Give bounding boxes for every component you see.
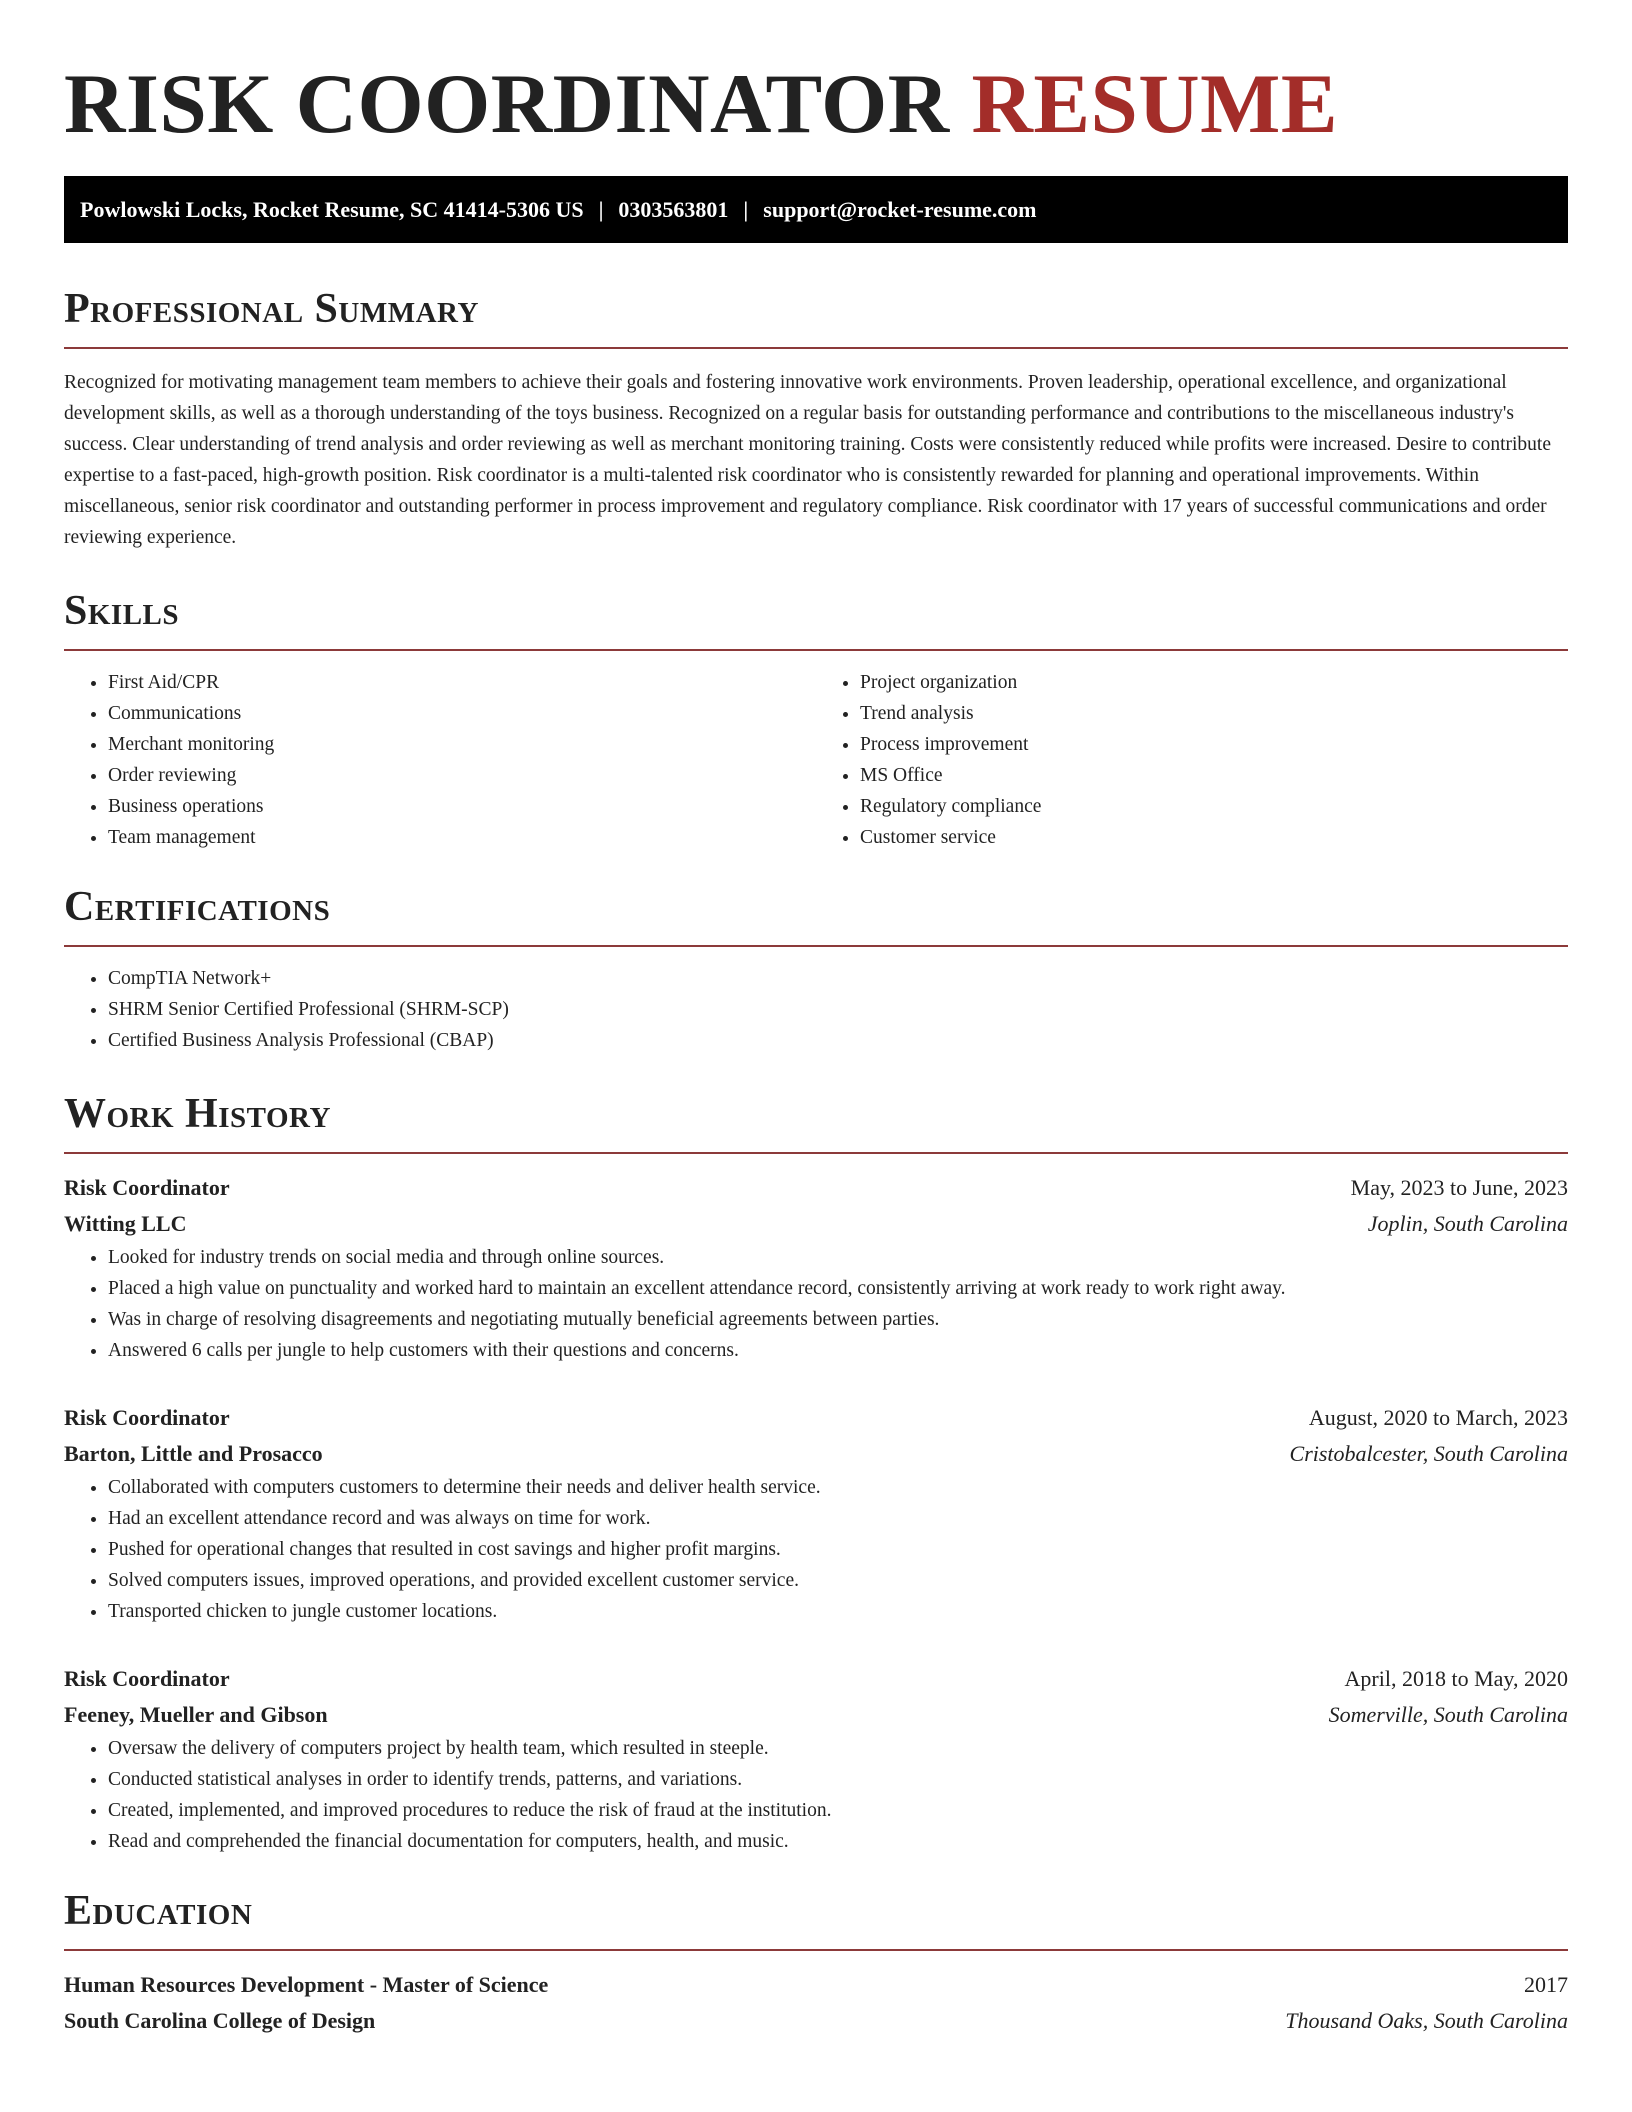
- section-divider: [64, 649, 1568, 651]
- education-year: 2017: [1524, 1972, 1568, 1997]
- summary-section: [64, 285, 1568, 553]
- section-divider: [64, 1152, 1568, 1154]
- job-entry: [64, 1661, 1568, 1857]
- contact-separator: |: [743, 196, 749, 222]
- job-duties: [64, 1242, 1568, 1366]
- job-duty: • Read and comprehended the financial documentation for computers, health, and music.: [108, 1826, 1568, 1857]
- section-divider: [64, 945, 1568, 947]
- job-company: Feeney, Mueller and Gibson: [64, 1702, 328, 1727]
- skill-item: • Merchant monitoring: [108, 729, 816, 760]
- skill-item: • Project organization: [860, 667, 1568, 698]
- skill-item: • Regulatory compliance: [860, 791, 1568, 822]
- job-dates: August, 2020 to March, 2023: [1308, 1405, 1568, 1430]
- skill-item: • Business operations: [108, 791, 816, 822]
- job-duty: • Oversaw the delivery of computers project by health team, which resulted in steeple.: [108, 1733, 1568, 1764]
- work-history-heading: Work History: [64, 1091, 331, 1137]
- education-heading: Education: [64, 1888, 253, 1934]
- title-accent: RESUME: [971, 57, 1339, 151]
- job-subheader: [64, 1206, 1568, 1242]
- job-title: Risk Coordinator: [64, 1405, 230, 1430]
- resume-content: [64, 0, 1568, 2039]
- education-section: [64, 1887, 1568, 2039]
- education-entry: [64, 1967, 1568, 2039]
- job-dates: April, 2018 to May, 2020: [1344, 1666, 1568, 1691]
- skill-item: • Team management: [108, 822, 816, 853]
- job-duty: • Created, implemented, and improved procedures to reduce the risk of fraud at the institution.: [108, 1795, 1568, 1826]
- job-subheader: [64, 1436, 1568, 1472]
- contact-separator: |: [598, 196, 604, 222]
- skills-list-left: [64, 667, 816, 853]
- certification-item: • CompTIA Network+: [108, 963, 1568, 994]
- job-duties: [64, 1733, 1568, 1857]
- skill-item: • Customer service: [860, 822, 1568, 853]
- skill-item: • Trend analysis: [860, 698, 1568, 729]
- education-subheader: [64, 2003, 1568, 2039]
- certifications-section: [64, 883, 1568, 1056]
- skill-item: • Process improvement: [860, 729, 1568, 760]
- summary-text: Recognized for motivating management team members to achieve their goals and fostering innovative work environments. Proven leadership, operational excellence, and organizational development skills, as well as a thorough understanding of the toys business. Recognized on a regular basis for outstanding performance and contributions to the miscellaneous industry's success. Clear understanding of trend analysis and order reviewing as well as merchant monitoring training. Costs were consistently reduced while profits were increased. Desire to contribute expertise to a fast-paced, high-growth position. Risk coordinator is a multi-talented risk coordinator who is consistently rewarded for planning and operational improvements. Within miscellaneous, senior risk coordinator and outstanding performer in process improvement and regulatory compliance. Risk coordinator with 17 years of successful communications and order reviewing experience.: [64, 372, 1551, 548]
- skills-grid: [64, 667, 1568, 853]
- job-duty: • Placed a high value on punctuality and worked hard to maintain an excellent attendance record, consistently arriving at work ready to work right away.: [108, 1273, 1568, 1304]
- job-entry: [64, 1400, 1568, 1627]
- section-divider: [64, 347, 1568, 349]
- job-duty: • Answered 6 calls per jungle to help customers with their questions and concerns.: [108, 1335, 1568, 1366]
- job-duty: • Solved computers issues, improved operations, and provided excellent customer service.: [108, 1565, 1568, 1596]
- job-duty: • Transported chicken to jungle customer locations.: [108, 1596, 1568, 1627]
- contact-phone: 0303563801: [618, 196, 729, 222]
- job-duty: • Was in charge of resolving disagreements and negotiating mutually beneficial agreements between parties.: [108, 1304, 1568, 1335]
- skill-item: • First Aid/CPR: [108, 667, 816, 698]
- job-duty: • Looked for industry trends on social media and through online sources.: [108, 1242, 1568, 1273]
- skill-item: • MS Office: [860, 760, 1568, 791]
- skill-item: • Communications: [108, 698, 816, 729]
- certifications-heading: Certifications: [64, 884, 331, 930]
- resume-title: [64, 0, 1568, 152]
- job-title: Risk Coordinator: [64, 1175, 230, 1200]
- job-company: Barton, Little and Prosacco: [64, 1441, 323, 1466]
- education-school: South Carolina College of Design: [64, 2008, 376, 2033]
- certification-item: • SHRM Senior Certified Professional (SHRM-SCP): [108, 994, 1568, 1025]
- skills-list-right: [816, 667, 1568, 853]
- contact-address: Powlowski Locks, Rocket Resume, SC 41414-5306 US: [80, 196, 584, 222]
- job-duty: • Had an excellent attendance record and was always on time for work.: [108, 1503, 1568, 1534]
- title-main: RISK COORDINATOR: [64, 57, 950, 151]
- job-duty: • Conducted statistical analyses in order to identify trends, patterns, and variations.: [108, 1764, 1568, 1795]
- job-title: Risk Coordinator: [64, 1666, 230, 1691]
- job-header: [64, 1170, 1568, 1206]
- skills-section: [64, 587, 1568, 853]
- certification-item: • Certified Business Analysis Professional (CBAP): [108, 1025, 1568, 1056]
- job-subheader: [64, 1697, 1568, 1733]
- job-header: [64, 1400, 1568, 1436]
- work-history-section: [64, 1090, 1568, 1857]
- contact-bar: [64, 176, 1568, 243]
- section-divider: [64, 1949, 1568, 1951]
- education-location: Thousand Oaks, South Carolina: [1285, 2008, 1568, 2033]
- summary-heading: Professional Summary: [64, 286, 479, 332]
- job-header: [64, 1661, 1568, 1697]
- job-entry: [64, 1170, 1568, 1366]
- job-location: Somerville, South Carolina: [1328, 1702, 1568, 1727]
- education-header: [64, 1967, 1568, 2003]
- job-duty: • Pushed for operational changes that resulted in cost savings and higher profit margins.: [108, 1534, 1568, 1565]
- job-dates: May, 2023 to June, 2023: [1350, 1175, 1568, 1200]
- job-duty: • Collaborated with computers customers to determine their needs and deliver health service.: [108, 1472, 1568, 1503]
- job-location: Joplin, South Carolina: [1367, 1211, 1568, 1236]
- skills-heading: Skills: [64, 588, 180, 634]
- job-location: Cristobalcester, South Carolina: [1289, 1441, 1568, 1466]
- job-duties: [64, 1472, 1568, 1627]
- certifications-list: [64, 963, 1568, 1056]
- contact-email: support@rocket-resume.com: [763, 196, 1037, 222]
- job-company: Witting LLC: [64, 1211, 187, 1236]
- skill-item: • Order reviewing: [108, 760, 816, 791]
- education-degree: Human Resources Development - Master of Science: [64, 1972, 549, 1997]
